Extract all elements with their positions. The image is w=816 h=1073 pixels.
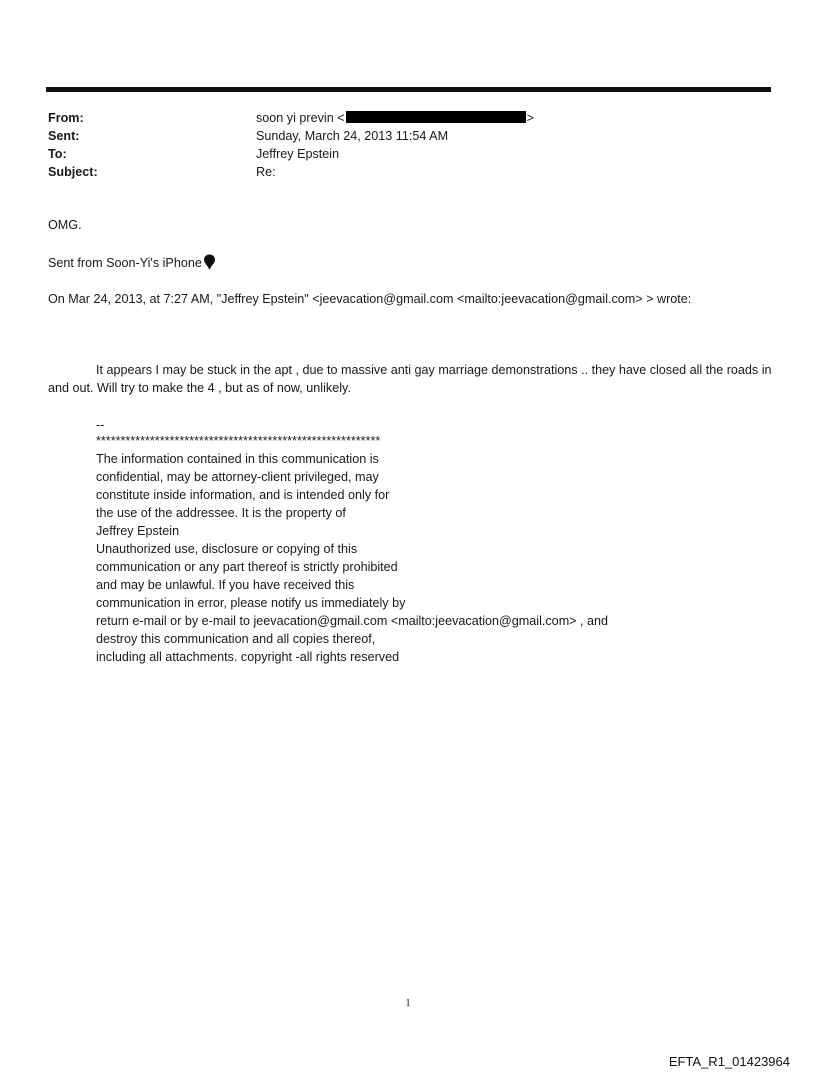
disclaimer-line: communication in error, please notify us immediately by bbox=[96, 596, 406, 610]
disclaimer-line: ********************************************************** bbox=[96, 434, 381, 448]
header-rule bbox=[46, 87, 771, 92]
reply-text: OMG. bbox=[48, 218, 82, 232]
to-row bbox=[48, 145, 768, 163]
from-name: soon yi previn < bbox=[256, 111, 345, 125]
document-id: EFTA_R1_01423964 bbox=[668, 1054, 790, 1069]
disclaimer-line: including all attachments. copyright -all rights reserved bbox=[96, 650, 400, 664]
from-close-bracket: > bbox=[526, 111, 534, 125]
disclaimer-line: Unauthorized use, disclosure or copying of this bbox=[96, 542, 358, 556]
redaction-box bbox=[346, 111, 526, 123]
disclaimer-line: destroy this communication and all copies thereof, bbox=[96, 632, 376, 646]
email-header bbox=[48, 109, 768, 181]
disclaimer-line: return e-mail or by e-mail to jeevacation@gmail.com <mailto:jeevacation@gmail.com> , and bbox=[96, 614, 609, 628]
from-row bbox=[48, 109, 768, 127]
sent-row bbox=[48, 127, 768, 145]
signature-text: Sent from Soon-Yi's iPhone bbox=[48, 256, 202, 270]
map-pin-icon bbox=[203, 254, 216, 270]
disclaimer-line: the use of the addressee. It is the property of bbox=[96, 506, 346, 520]
sent-label: Sent: bbox=[48, 129, 80, 143]
subject-label: Subject: bbox=[48, 165, 98, 179]
quote-header: On Mar 24, 2013, at 7:27 AM, "Jeffrey Epstein" <jeevacation@gmail.com <mailto:jeevacation@gmail.com> > wrote: bbox=[48, 292, 692, 306]
from-label: From: bbox=[48, 111, 84, 125]
from-value bbox=[256, 109, 534, 127]
sent-value: Sunday, March 24, 2013 11:54 AM bbox=[256, 129, 449, 143]
disclaimer-line: communication or any part thereof is strictly prohibited bbox=[96, 560, 398, 574]
subject-row bbox=[48, 163, 768, 181]
quoted-message: It appears I may be stuck in the apt , due to massive anti gay marriage demonstrations .. they have closed all the roads in and out. Will try to make the 4 , but as of now, unlikely. bbox=[48, 363, 772, 395]
subject-value: Re: bbox=[256, 165, 276, 179]
disclaimer-line: confidential, may be attorney-client privileged, may bbox=[96, 470, 379, 484]
disclaimer-line: -- bbox=[96, 418, 105, 432]
signature-line bbox=[48, 254, 216, 272]
to-value: Jeffrey Epstein bbox=[256, 147, 340, 161]
page-number: 1 bbox=[405, 997, 411, 1009]
disclaimer-line: and may be unlawful. If you have received this bbox=[96, 578, 355, 592]
disclaimer-line: The information contained in this communication is bbox=[96, 452, 379, 466]
disclaimer-line: Jeffrey Epstein bbox=[96, 524, 180, 538]
to-label: To: bbox=[48, 147, 67, 161]
disclaimer-block bbox=[96, 416, 696, 666]
disclaimer-line: constitute inside information, and is intended only for bbox=[96, 488, 390, 502]
